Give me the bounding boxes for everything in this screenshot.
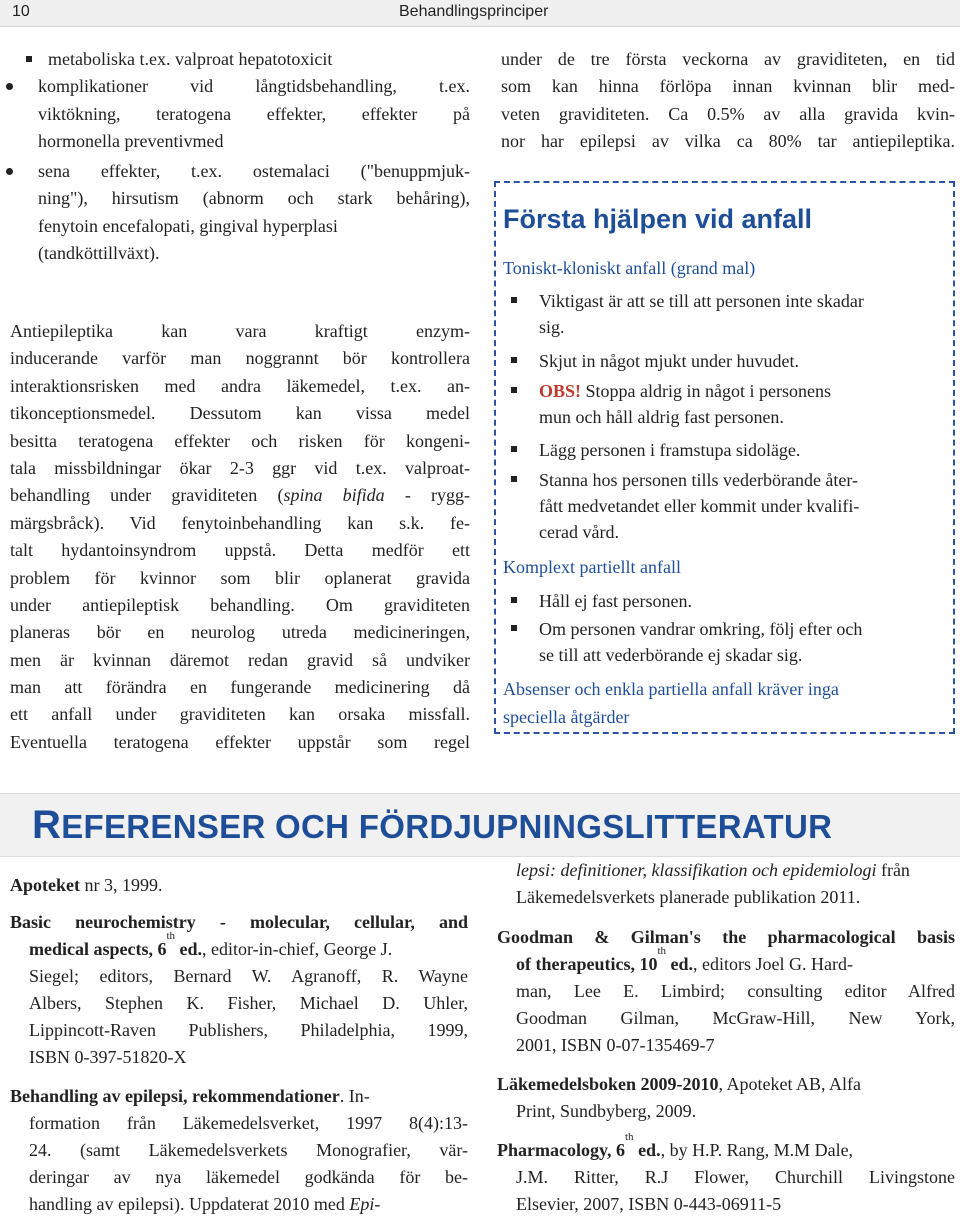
references-title: [32, 803, 832, 848]
body-text: behandling under graviditeten (: [10, 485, 284, 506]
list-item-text: Lägg personen i framstupa sidoläge.: [539, 440, 801, 460]
square-bullet-icon: [511, 357, 517, 363]
reference-title: Pharmacology, 6: [497, 1140, 625, 1160]
body-line: tala missbildningar ökar 2-3 ggr vid t.ex. valproat-: [10, 457, 470, 478]
body-line: ett anfall under graviditeten kan orsaka missfall.: [10, 704, 470, 725]
list-item-text: fått medvetandet eller kommit under kvalifi-: [539, 496, 860, 516]
reference-text: nr 3, 1999.: [80, 875, 163, 895]
reference-text: , Apoteket AB, Alfa: [718, 1074, 862, 1094]
list-item-text: komplikationer vid långtidsbehandling, t.ex.: [38, 76, 470, 97]
reference-text: Läkemedelsverkets planerade publikation 2011.: [516, 887, 861, 907]
square-bullet-icon: [511, 387, 517, 393]
list-item: [539, 616, 862, 668]
body-line: talt hydantoinsyndrom uppstå. Detta medför ett: [10, 540, 470, 561]
list-item-text: metaboliska t.ex. valproat hepatotoxicit: [48, 49, 333, 69]
reference-text: Print, Sundbyberg, 2009.: [516, 1101, 697, 1121]
list-item: [539, 437, 800, 463]
reference-goodman-gilman: [497, 924, 955, 1059]
list-item: [539, 348, 799, 374]
reference-text: formation från Läkemedelsverket, 1997 8(4):13-: [29, 1113, 468, 1133]
warning-label: OBS!: [539, 381, 582, 401]
list-item: [38, 158, 470, 185]
reference-text: Lippincott-Raven Publishers, Philadelphia, 1999,: [29, 1020, 468, 1040]
body-line: problem för kvinnor som blir oplanerat gravida: [10, 567, 470, 588]
reference-italic: Epi-: [349, 1194, 381, 1214]
footer-line: speciella åtgärder: [503, 707, 630, 727]
reference-behandling: [10, 1083, 468, 1218]
reference-basic-neurochemistry: [10, 909, 468, 1071]
reference-text: , editors Joel G. Hard-: [693, 954, 854, 974]
square-bullet-icon: [511, 446, 517, 452]
list-item-text: Viktigast är att se till att personen inte skadar: [539, 291, 864, 311]
body-line: som kan hinna förlöpa innan kvinnan blir med-: [501, 76, 955, 97]
reference-pharmacology: [497, 1131, 955, 1218]
reference-title: Läkemedelsboken 2009-2010: [497, 1074, 719, 1094]
reference-text: 24. (samt Läkemedelsverkets Monografier, vär-: [29, 1140, 468, 1160]
reference-title: Basic neurochemistry - molecular, cellular, and: [10, 912, 468, 932]
reference-text: man, Lee E. Limbird; consulting editor Alfred: [516, 981, 955, 1001]
body-line: [10, 482, 470, 509]
page-header: [0, 0, 960, 27]
reference-title: Behandling av epilepsi, rekommendationer: [10, 1086, 340, 1106]
reference-text: Elsevier, 2007, ISBN 0-443-06911-5: [516, 1194, 782, 1214]
body-line: nor har epilepsi av vilka ca 80% tar antiepileptika.: [501, 131, 955, 152]
list-item-text: se till att vederbörande ej skadar sig.: [539, 645, 803, 665]
reference-text: J.M. Ritter, R.J Flower, Churchill Livingstone: [516, 1167, 955, 1187]
reference-lakemedelsboken: [497, 1071, 955, 1125]
list-item: [539, 288, 864, 340]
italic-term: spina bifida: [283, 485, 385, 506]
list-item-text: hormonella preventivmed: [38, 130, 224, 151]
body-line: man att förändra en fungerande medicinering då: [10, 677, 470, 698]
reference-text: , by H.P. Rang, M.M Dale,: [660, 1140, 854, 1160]
square-bullet-icon: [511, 297, 517, 303]
round-bullet-icon: [6, 83, 13, 90]
reference-apoteket: [10, 872, 468, 899]
body-line: besitta teratogena effekter och risken för kongeni-: [10, 430, 470, 451]
reference-title: Apoteket: [10, 875, 80, 895]
reference-title: Goodman & Gilman's the pharmacological basis: [497, 927, 955, 947]
list-item-text: mun och håll aldrig fast personen.: [539, 407, 784, 427]
list-item: [539, 378, 831, 430]
tonic-clonic-heading: Toniskt-kloniskt anfall (grand mal): [503, 258, 756, 278]
square-bullet-icon: [511, 625, 517, 631]
list-item-text: Skjut in något mjukt under huvudet.: [539, 351, 799, 371]
list-item-text: Håll ej fast personen.: [539, 591, 692, 611]
reference-continuation: [497, 857, 955, 911]
side-effects-list: [38, 46, 470, 267]
reference-italic: lepsi: definitioner, klassifikation och epidemiologi: [516, 860, 877, 880]
reference-title: ed.: [633, 1140, 661, 1160]
reference-title: of therapeutics, 10: [516, 954, 658, 974]
reference-text: Albers, Stephen K. Fisher, Michael D. Uhler,: [29, 993, 468, 1013]
list-item-text: sena effekter, t.ex. ostemalaci ("benuppmjuk-: [38, 161, 470, 182]
body-line: under antiepileptisk behandling. Om graviditeten: [10, 594, 470, 615]
reference-text: deringar av nya läkemedel godkända för be-: [29, 1167, 468, 1187]
body-line: under de tre första veckorna av graviditeten, en tid: [501, 49, 955, 69]
title-text: EFERENSER OCH: [61, 808, 359, 845]
footer-line: Absenser och enkla partiella anfall kräver inga: [503, 679, 839, 699]
reference-text: 2001, ISBN 0-07-135469-7: [516, 1035, 715, 1055]
body-line: planeras bör en neurolog utreda medicineringen,: [10, 622, 470, 643]
body-line: märgsbråck). Vid fenytoinbehandling kan s.k. fe-: [10, 512, 470, 533]
first-aid-title: Första hjälpen vid anfall: [503, 204, 813, 234]
reference-text: Goodman Gilman, McGraw-Hill, New York,: [516, 1008, 955, 1028]
list-item-text: sig.: [539, 317, 565, 337]
reference-text: från: [876, 860, 910, 880]
body-line: Antiepileptika kan vara kraftigt enzym-: [10, 321, 470, 341]
round-bullet-icon: [6, 168, 13, 175]
body-paragraph-left: [10, 318, 470, 756]
body-line: tikonceptionsmedel. Dessutom kan vissa medel: [10, 403, 470, 424]
list-item-text: Om personen vandrar omkring, följ efter och: [539, 619, 863, 639]
reference-title: medical aspects, 6: [29, 939, 167, 959]
reference-title: ed.: [666, 954, 694, 974]
list-item-text: Stoppa aldrig in något i personens: [581, 381, 831, 401]
list-item: [38, 46, 470, 73]
superscript: th: [625, 1131, 634, 1143]
reference-text: , editor-in-chief, George J.: [202, 939, 393, 959]
title-initial: R: [32, 803, 62, 847]
reference-title: ed.: [175, 939, 203, 959]
list-item-text: ning"), hirsutism (abnorm och stark behåring),: [38, 188, 470, 209]
superscript: th: [657, 945, 667, 957]
body-line: men är kvinnan däremot redan gravid så undviker: [10, 649, 470, 670]
superscript: th: [166, 930, 176, 942]
body-line: Eventuella teratogena effekter uppstår som regel: [10, 731, 470, 752]
body-line: interaktionsrisken med andra läkemedel, t.ex. an-: [10, 375, 470, 396]
reference-text: . In-: [339, 1086, 370, 1106]
body-paragraph-right: [501, 46, 955, 156]
square-bullet-icon: [511, 597, 517, 603]
title-text: FÖRDJUPNINGSLITTERATUR: [358, 808, 833, 845]
square-bullet-icon: [26, 56, 32, 62]
body-line: inducerande varför man noggrannt bör kontrollera: [10, 348, 470, 369]
reference-text: Siegel; editors, Bernard W. Agranoff, R. Wayne: [29, 966, 468, 986]
list-item: [539, 467, 859, 545]
list-item: [539, 588, 692, 614]
list-item-text: viktökning, teratogena effekter, effekter på: [38, 103, 470, 124]
list-item-text: cerad vård.: [539, 522, 619, 542]
body-line: veten graviditeten. Ca 0.5% av alla gravida kvin-: [501, 103, 955, 124]
square-bullet-icon: [511, 476, 517, 482]
first-aid-footer: [503, 675, 839, 731]
section-title: Behandlingsprinciper: [399, 3, 549, 20]
body-text: - rygg-: [384, 485, 470, 506]
list-item: [38, 73, 470, 100]
page-number: 10: [12, 3, 30, 20]
reference-text: handling av epilepsi). Uppdaterat 2010 med: [29, 1194, 350, 1214]
complex-partial-heading: Komplext partiellt anfall: [503, 557, 681, 577]
list-item-text: fenytoin encefalopati, gingival hyperplasi: [38, 215, 338, 236]
list-item-text: Stanna hos personen tills vederbörande åter-: [539, 470, 859, 490]
list-item-text: (tandköttillväxt).: [38, 243, 160, 264]
reference-text: ISBN 0-397-51820-X: [29, 1047, 187, 1067]
